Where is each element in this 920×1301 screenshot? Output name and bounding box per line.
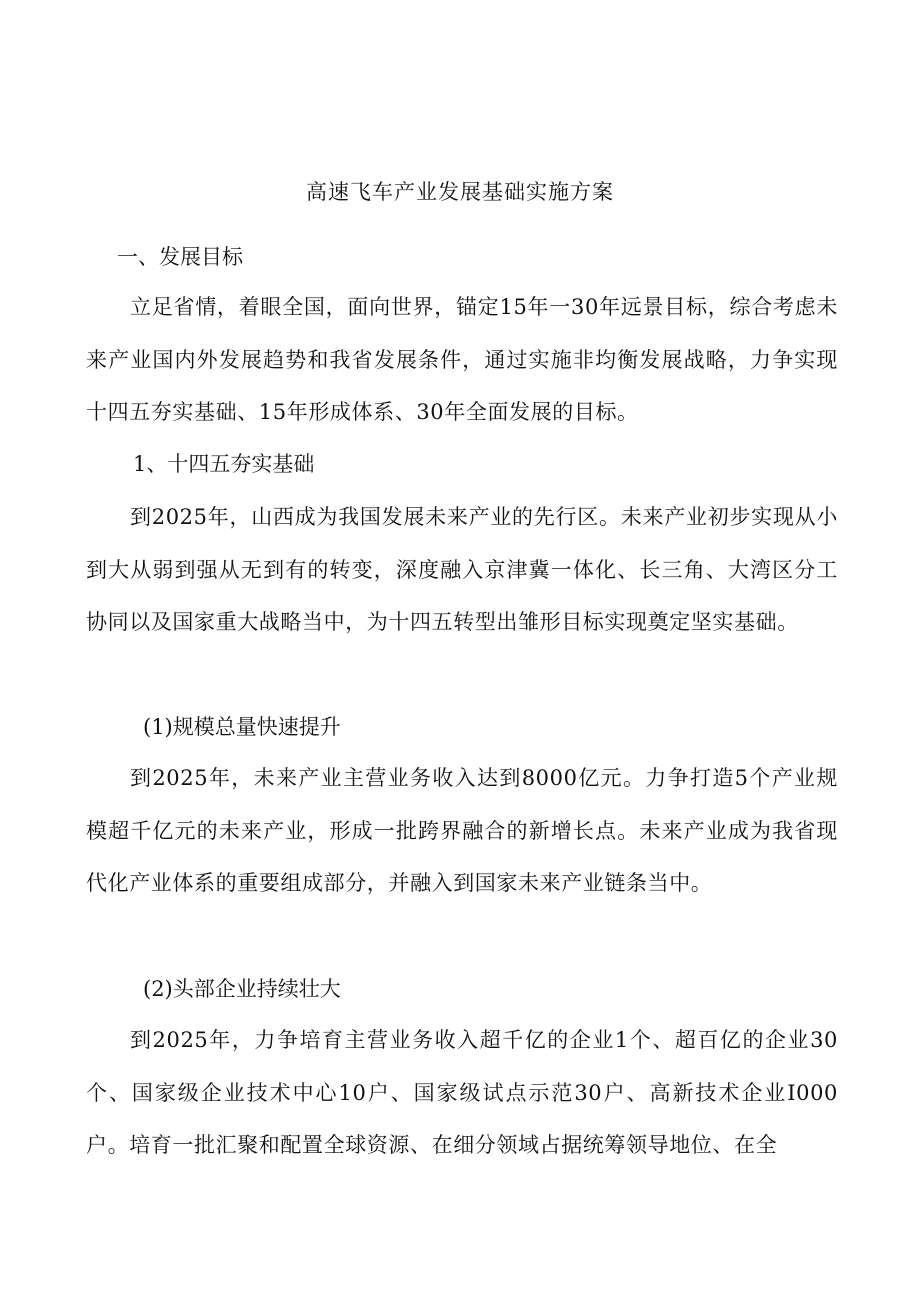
subsection-heading-foundation: 1、十四五夯实基础 xyxy=(133,452,315,476)
paragraph-foundation: 到2025年，山西成为我国发展未来产业的先行区。未来产业初步实现从小到大从弱到强从无到有的转变，深度融入京津冀一体化、长三角、大湾区分工协同以及国家重大战略当中，为十四五转型出雏形目标实现奠定坚实基础。 xyxy=(86,505,838,635)
paragraph-scale: 到2025年，未来产业主营业务收入达到8000亿元。力争打造5个产业规模超千亿元的未来产业，形成一批跨界融合的新增长点。未来产业成为我省现代化产业体系的重要组成部分，并融入到国家未来产业链条当中。 xyxy=(86,766,838,896)
paragraph-goals-overview: 立足省情，着眼全国，面向世界，锚定15年一30年远景目标，综合考虑未来产业国内外发展趋势和我省发展条件，通过实施非均衡发展战略，力争实现十四五夯实基础、15年形成体系、30年全面发展的目标。 xyxy=(86,295,838,425)
section-heading-goals: 一、发展目标 xyxy=(117,245,243,269)
paragraph-leading-enterprises: 到2025年，力争培育主营业务收入超千亿的企业1个、超百亿的企业30个、国家级企业技术中心10户、国家级试点示范30户、高新技术企业I000户。培育一批汇聚和配置全球资源、在细分领域占据统筹领导地位、在全 xyxy=(86,1028,838,1158)
document-title: 高速飞车产业发展基础实施方案 xyxy=(306,180,614,204)
item-heading-leading-enterprises: (2)头部企业持续壮大 xyxy=(143,977,341,1001)
item-heading-scale: (1)规模总量快速提升 xyxy=(143,715,341,739)
